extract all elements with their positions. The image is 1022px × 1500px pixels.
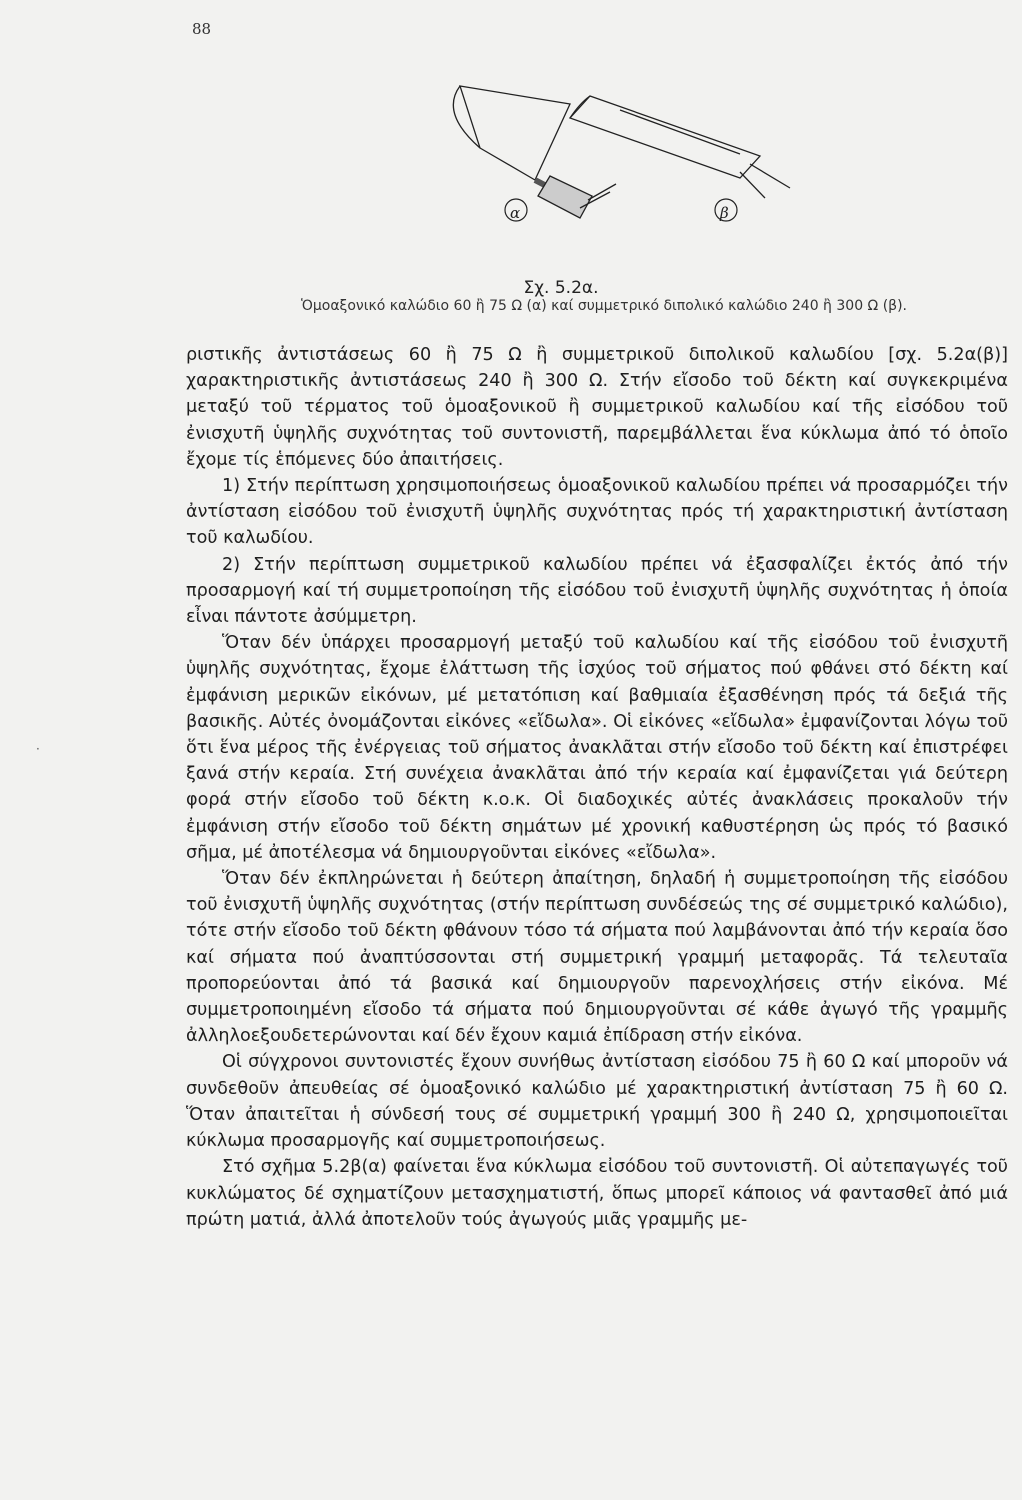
figure-label-a: α (510, 204, 521, 222)
paragraph: Ὅταν δέν ὑπάρχει προσαρμογή μεταξύ τοῦ καλωδίου καί τῆς εἰσόδου τοῦ ἐνισχυτῆ ὑψηλῆς συχνότητας, ἔχομε ἐλάττωση τῆς ἰσχύος τοῦ σήματος πού φθάνει στό δέκτη καί ἐμφάνιση μερικῶν εἰκόνων, μέ μετατόπιση καί βαθμιαία ἐξασθένηση πρός τά δεξιά τῆς βασικῆς. Αὐτές ὀνομάζονται εἰκόνες «εἴδωλα». Οἱ εἰκόνες «εἴδωλα» ἐμφανίζονται λόγω τοῦ ὅτι ἕνα μέρος τῆς ἐνέργειας τοῦ σήματος ἀνακλᾶται στήν εἴσοδο τοῦ δέκτη καί ἐπιστρέφει ξανά στήν κεραία. Στή συνέχεια ἀνακλᾶται ἀπό τήν κεραία καί ἐμφανίζεται γιά δεύτερη φορά στήν εἴσοδο τοῦ δέκτη κ.ο.κ. Οἱ διαδοχικές αὐτές ἀνακλάσεις προκαλοῦν τήν ἐμφάνιση στήν εἴσοδο τοῦ δέκτη σημάτων μέ χρονική καθυστέρηση ὡς πρός τό βασικό σῆμα, μέ ἀποτέλεσμα νά δημιουργοῦνται εἰκόνες «εἴδωλα». (186, 633, 1008, 863)
margin-dot: · (36, 742, 40, 756)
paragraph: 2) Στήν περίπτωση συμμετρικοῦ καλωδίου πρέπει νά ἐξασφαλίζει ἐκτός ἀπό τήν προσαρμογή καί τή συμμετροποίηση τῆς εἰσόδου τοῦ ἐνισχυτῆ ὑψηλῆς συχνότητας ἡ ὁποία εἶναι πάντοτε ἀσύμμετρη. (186, 554, 1008, 628)
body-text (186, 342, 1008, 1233)
cable-figure (420, 68, 800, 268)
paragraph: 1) Στήν περίπτωση χρησιμοποιήσεως ὁμοαξονικοῦ καλωδίου πρέπει νά προσαρμόζει τήν ἀντίσταση εἰσόδου τοῦ ἐνισχυτῆ ὑψηλῆς συχνότητας πρός τή χαρακτηριστική ἀντίσταση τοῦ καλωδίου. (186, 476, 1008, 549)
paragraph: Στό σχῆμα 5.2β(α) φαίνεται ἕνα κύκλωμα εἰσόδου τοῦ συντονιστῆ. Οἱ αὐτεπαγωγές τοῦ κυκλώματος δέ σχηματίζουν μετασχηματιστή, ὅπως μπορεῖ κάποιος νά φαντασθεῖ ἀπό μιά πρώτη ματιά, ἀλλά ἀποτελοῦν τούς ἀγωγούς μιᾶς γραμμῆς με- (186, 1157, 1008, 1230)
cable-drawing (420, 68, 800, 268)
figure-caption-text: Ὁμοαξονικό καλώδιο 60 ἢ 75 Ω (α) καί συμμετρικό διπολικό καλώδιο 240 ἢ 300 Ω (β). (300, 298, 908, 314)
paragraph: Οἱ σύγχρονοι συντονιστές ἔχουν συνήθως ἀντίσταση εἰσόδου 75 ἢ 60 Ω καί μποροῦν νά συνδεθοῦν ἀπευθείας σέ ὁμοαξονικό καλώδιο μέ χαρακτηριστική ἀντίσταση 75 ἢ 60 Ω. Ὅταν ἀπαιτεῖται ἡ σύνδεσή τους σέ συμμετρική γραμμή 300 ἢ 240 Ω, χρησιμοποιεῖται κύκλωμα προσαρμογῆς καί συμμετροποιήσεως. (186, 1052, 1008, 1152)
paragraph: ριστικῆς ἀντιστάσεως 60 ἢ 75 Ω ἢ συμμετρικοῦ διπολικοῦ καλωδίου [σχ. 5.2α(β)] χαρακτηριστικῆς ἀντιστάσεως 240 ἢ 300 Ω. Στήν εἴσοδο τοῦ δέκτη καί συγκεκριμένα μεταξύ τοῦ τέρματος τοῦ ὁμοαξονικοῦ ἢ συμμετρικοῦ καλωδίου καί τῆς εἰσόδου τοῦ ἐνισχυτῆ ὑψηλῆς συχνότητας τοῦ συντονιστῆ, παρεμβάλλεται ἕνα κύκλωμα ἀπό τό ὁποῖο ἔχομε τίς ἑπόμενες δύο ἀπαιτήσεις. (186, 345, 1008, 470)
paragraph: Ὅταν δέν ἐκπληρώνεται ἡ δεύτερη ἀπαίτηση, δηλαδή ἡ συμμετροποίηση τῆς εἰσόδου τοῦ ἐνισχυτῆ ὑψηλῆς συχνότητας (στήν περίπτωση συνδέσεώς της σέ συμμετρικό καλώδιο), τότε στήν εἴσοδο τοῦ δέκτη φθάνουν τόσο τά σήματα πού λαμβάνονται ἀπό τήν κεραία ὅσο καί σήματα πού ἀναπτύσσονται στή συμμετρική γραμμή μεταφορᾶς. Τά τελευταῖα προπορεύονται ἀπό τά βασικά καί δημιουργοῦν παρενοχλήσεις στήν εἰκόνα. Μέ συμμετροποιημένη εἴσοδο τά σήματα πού δημιουργοῦνται σέ κάθε ἀγωγό τῆς γραμμῆς ἀλληλοεξουδετερώνονται καί δέν ἔχουν καμιά ἐπίδραση στήν εἰκόνα. (186, 869, 1008, 1047)
figure-caption-title: Σχ. 5.2α. (523, 278, 599, 298)
page-number: 88 (192, 20, 212, 38)
figure-label-b: β (720, 204, 729, 222)
